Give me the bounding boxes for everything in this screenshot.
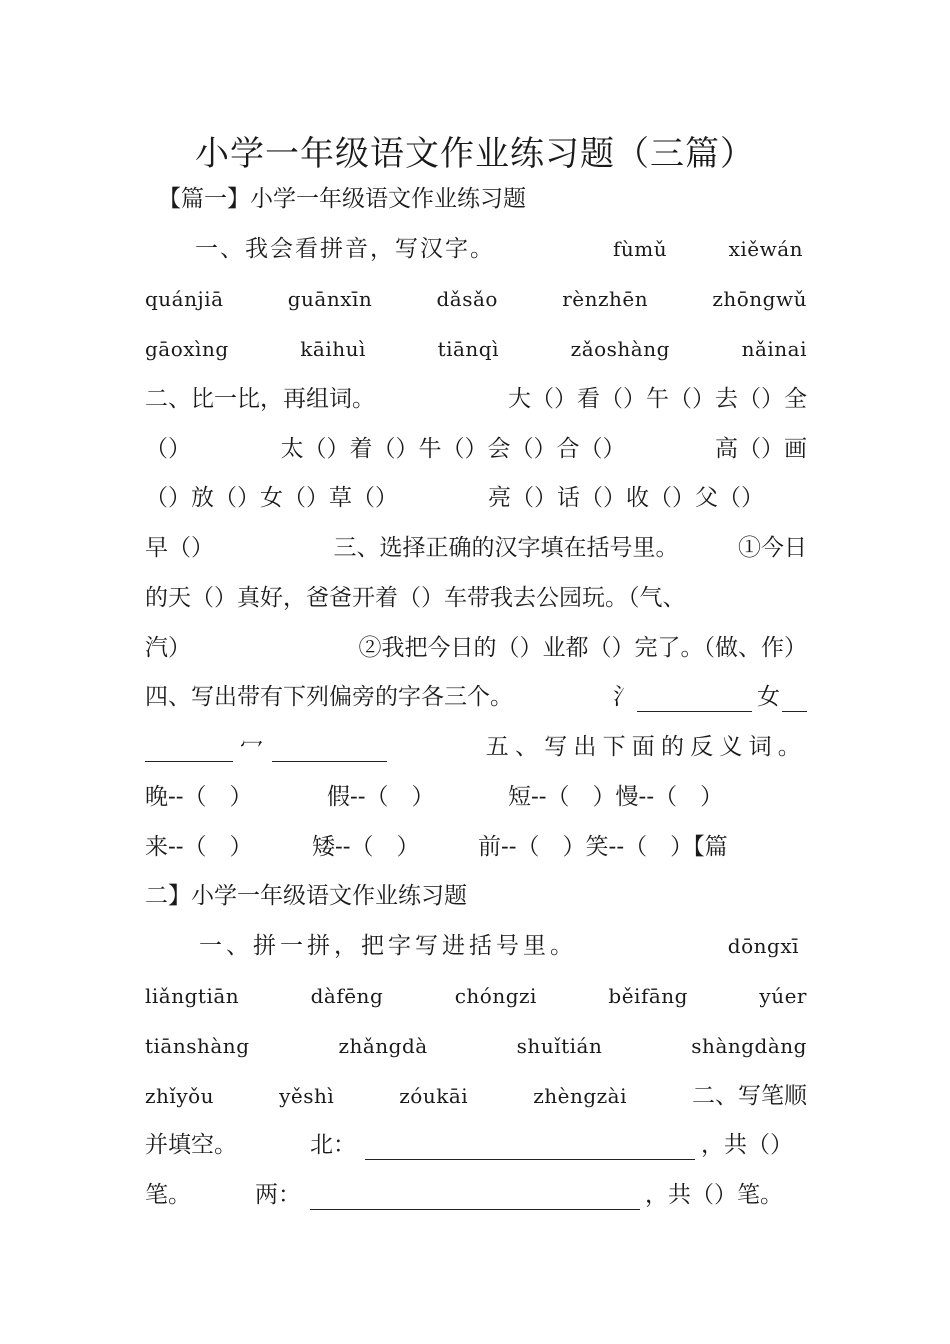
char-label: 北： — [310, 1132, 356, 1158]
exercise-line — [145, 1125, 807, 1165]
pinyin-item: gāoxìng — [145, 337, 229, 361]
answer-blank[interactable] — [782, 683, 807, 712]
word-blanks: 太（）着（）牛（）会（）合（） — [280, 436, 626, 462]
page-title: 小学一年级语文作业练习题（三篇） — [195, 134, 755, 174]
pinyin-row — [145, 1076, 807, 1116]
char-label: 两： — [255, 1182, 301, 1208]
radical-label: 氵 — [613, 684, 636, 710]
question-text: 的天（）真好，爸爸开着（）车带我去公园玩。（气、 — [145, 585, 686, 611]
question-text: 一、我会看拼音，写汉字。 — [145, 236, 495, 262]
exercise-line — [145, 379, 807, 419]
question-text: 笔。 — [145, 1182, 191, 1208]
radical-label: 冖 — [240, 734, 263, 760]
question-text: ②我把今日的（）业都（）完了。（做、作） — [358, 635, 807, 661]
pinyin-item: dōngxī — [727, 934, 799, 958]
exercise-line — [145, 628, 807, 668]
stroke-order-blank[interactable] — [365, 1131, 695, 1160]
pinyin-item: dàfēng — [310, 984, 384, 1008]
antonym-item: 晚--（ ） — [145, 784, 253, 810]
pinyin-row — [145, 329, 807, 369]
pinyin-item: guānxīn — [287, 287, 373, 311]
pinyin-row — [145, 279, 807, 319]
question-text: 汽） — [145, 635, 191, 661]
pinyin-item: dǎsǎo — [436, 287, 498, 311]
question-text: 四、写出带有下列偏旁的字各三个。 — [145, 684, 513, 710]
antonym-item: 假--（ ） — [327, 784, 435, 810]
pinyin-item: liǎngtiān — [145, 984, 240, 1008]
pinyin-item: zhōngwǔ — [712, 287, 807, 311]
pinyin-item: zóukāi — [399, 1084, 469, 1108]
exercise-line — [145, 677, 807, 717]
section-heading-1 — [145, 179, 807, 219]
pinyin-item: shuǐtián — [516, 1034, 603, 1058]
question-text: 五、写出下面的反义词。 — [485, 734, 807, 760]
exercise-line — [145, 777, 807, 817]
pinyin-item: zhèngzài — [533, 1084, 627, 1108]
stroke-count: ，共（） — [701, 1132, 793, 1158]
exercise-line — [145, 478, 807, 518]
question-text: 并填空。 — [145, 1132, 237, 1158]
exercise-line — [145, 827, 807, 867]
pinyin-item: nǎinai — [741, 337, 807, 361]
pinyin-item: yúer — [759, 984, 807, 1008]
pinyin-row — [145, 1026, 807, 1066]
pinyin-item: rènzhēn — [562, 287, 649, 311]
answer-blank[interactable] — [637, 683, 752, 712]
pinyin-item: quánjiā — [145, 287, 224, 311]
exercise-line — [145, 926, 807, 966]
stroke-order-blank[interactable] — [310, 1181, 640, 1210]
section-heading-text: 二】小学一年级语文作业练习题 — [145, 883, 467, 909]
pinyin-item: zhǐyǒu — [145, 1084, 215, 1108]
antonym-item: 前--（ ）笑--（ ）【篇 — [478, 834, 728, 860]
word-blanks: （）放（）女（）草（） — [145, 485, 398, 511]
antonym-item: 矮--（ ） — [312, 834, 420, 860]
word-blanks: 亮（）话（）收（）父（） — [488, 485, 764, 511]
word-blanks: 早（） — [145, 535, 214, 561]
radical-label: 女 — [757, 684, 780, 710]
exercise-line — [145, 727, 807, 767]
question-text: 一、拼一拼，把字写进括号里。 — [145, 933, 577, 959]
question-text: 三、选择正确的汉字填在括号里。 — [333, 535, 679, 561]
antonym-item: 短--（ ）慢--（ ） — [508, 784, 724, 810]
exercise-line — [145, 578, 807, 618]
answer-blank[interactable] — [145, 733, 233, 762]
word-blanks: 高（）画 — [715, 436, 807, 462]
question-text: ①今日 — [738, 535, 807, 561]
section-heading-2 — [145, 876, 807, 916]
pinyin-item: zhǎngdà — [338, 1034, 428, 1058]
answer-blank[interactable] — [272, 733, 387, 762]
word-blanks: 大（）看（）午（）去（）全 — [508, 386, 807, 412]
stroke-count: ，共（）笔。 — [645, 1182, 783, 1208]
exercise-line — [145, 528, 807, 568]
exercise-line — [145, 1175, 807, 1215]
pinyin-item: yěshì — [279, 1084, 335, 1108]
word-blanks: （） — [145, 436, 191, 462]
pinyin-item: tiānshàng — [145, 1034, 250, 1058]
pinyin-item: zǎoshàng — [570, 337, 670, 361]
exercise-line — [145, 229, 807, 269]
pinyin-row — [145, 976, 807, 1016]
antonym-item: 来--（ ） — [145, 834, 253, 860]
question-text: 二、写笔顺 — [692, 1083, 807, 1109]
pinyin-item: tiānqì — [437, 337, 499, 361]
section-heading-text: 【篇一】小学一年级语文作业练习题 — [158, 186, 526, 212]
pinyin-item: fùmǔ — [613, 237, 668, 261]
question-text: 二、比一比，再组词。 — [145, 386, 375, 412]
exercise-line — [145, 429, 807, 469]
pinyin-item: kāihuì — [300, 337, 366, 361]
pinyin-item: shàngdàng — [691, 1034, 807, 1058]
pinyin-item: běifāng — [608, 984, 688, 1008]
pinyin-item: chóngzi — [454, 984, 537, 1008]
pinyin-item: xiěwán — [728, 237, 803, 261]
